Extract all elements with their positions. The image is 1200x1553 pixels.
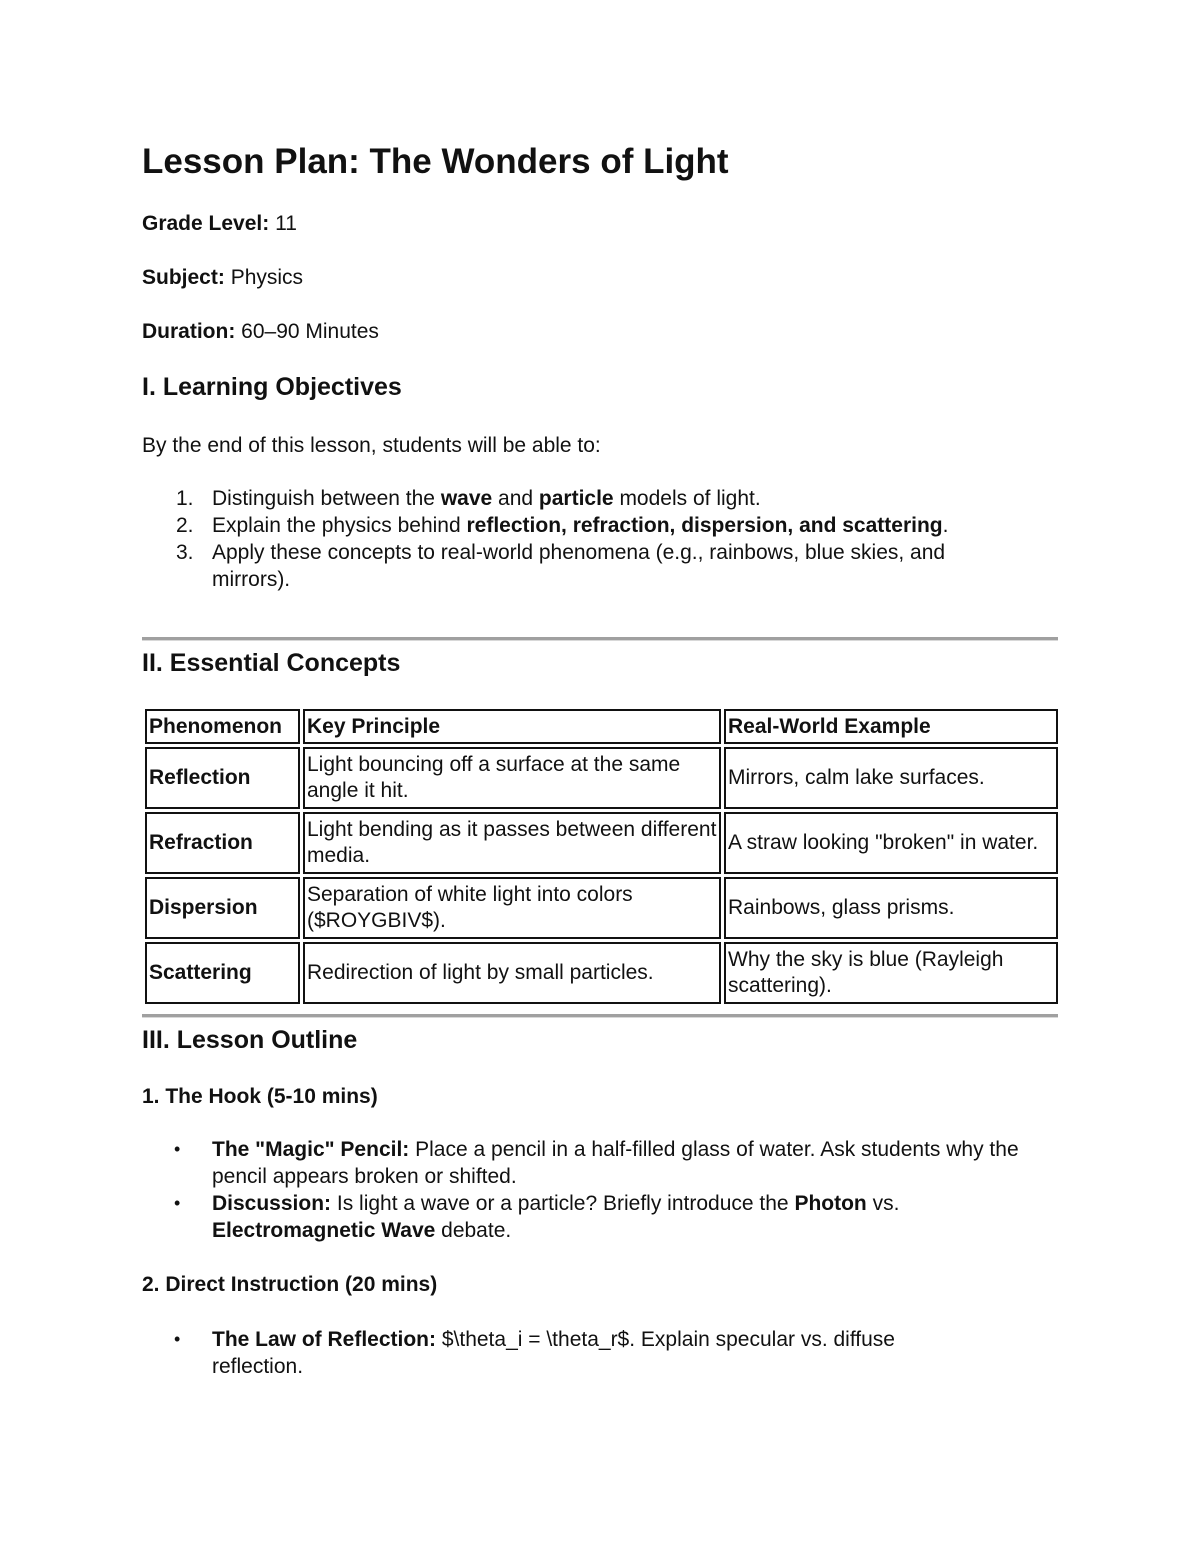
item-text: models of light. xyxy=(613,487,761,510)
grade-level-label: Grade Level: xyxy=(142,212,270,235)
column-header: Phenomenon xyxy=(145,709,300,744)
table-header-row xyxy=(145,709,1058,744)
item-text: Explain the physics behind xyxy=(212,514,467,537)
table-row xyxy=(145,747,1058,809)
table-cell-example: Why the sky is blue (Rayleigh scattering). xyxy=(724,942,1058,1004)
list-item xyxy=(142,512,1058,539)
subject-line xyxy=(142,265,303,291)
item-bold: reflection, refraction, dispersion, and scattering xyxy=(466,514,943,537)
list-item xyxy=(142,1136,1058,1190)
list-item xyxy=(142,485,1058,512)
item-bold: Discussion: xyxy=(212,1192,332,1215)
section-heading-concepts: II. Essential Concepts xyxy=(142,649,401,677)
item-text: $\theta_i = \theta_r$. Explain specular vs. diffuse reflection. xyxy=(212,1328,895,1378)
table-row xyxy=(145,812,1058,874)
objectives-list xyxy=(142,485,1058,593)
subsection-heading-instruction: 2. Direct Instruction (20 mins) xyxy=(142,1273,438,1296)
table-row xyxy=(145,877,1058,939)
item-bold: Photon xyxy=(794,1192,867,1215)
list-number: 2. xyxy=(176,514,194,537)
bullet-icon: • xyxy=(174,1329,181,1349)
grade-level-value: 11 xyxy=(275,212,297,235)
table-cell-phenomenon: Refraction xyxy=(145,812,300,874)
duration-label: Duration: xyxy=(142,320,236,343)
objectives-intro: By the end of this lesson, students will be able to: xyxy=(142,434,601,457)
subject-label: Subject: xyxy=(142,266,225,289)
duration-line xyxy=(142,319,379,345)
list-item xyxy=(142,539,1058,593)
table-cell-phenomenon: Dispersion xyxy=(145,877,300,939)
item-text: . xyxy=(942,514,949,537)
item-text: Is light a wave or a particle? Briefly introduce the xyxy=(331,1192,795,1215)
list-number: 1. xyxy=(176,487,194,510)
table-cell-principle: Separation of white light into colors ($ROYGBIV$). xyxy=(303,877,721,939)
item-text: vs. xyxy=(866,1192,900,1215)
list-number: 3. xyxy=(176,541,194,564)
column-header: Real-World Example xyxy=(724,709,1058,744)
table-cell-phenomenon: Reflection xyxy=(145,747,300,809)
item-bold: Electromagnetic Wave xyxy=(212,1219,436,1242)
column-header: Key Principle xyxy=(303,709,721,744)
divider xyxy=(142,637,1058,641)
table-cell-example: Rainbows, glass prisms. xyxy=(724,877,1058,939)
hook-list xyxy=(142,1136,1058,1244)
subsection-heading-hook: 1. The Hook (5-10 mins) xyxy=(142,1085,378,1108)
item-text: Place a pencil in a half-filled glass of water. Ask students why the pencil appears broken or shifted. xyxy=(212,1138,1019,1188)
table-cell-example: Mirrors, calm lake surfaces. xyxy=(724,747,1058,809)
grade-level-line xyxy=(142,211,297,237)
list-item xyxy=(142,1190,1058,1244)
duration-value: 60–90 Minutes xyxy=(241,320,379,343)
concepts-table xyxy=(142,706,1061,1007)
instruction-list xyxy=(142,1326,1058,1380)
section-heading-objectives: I. Learning Objectives xyxy=(142,373,402,401)
section-heading-outline: III. Lesson Outline xyxy=(142,1026,358,1054)
page-title: Lesson Plan: The Wonders of Light xyxy=(142,142,729,181)
item-text: Apply these concepts to real-world phenomena (e.g., rainbows, blue skies, and mirrors). xyxy=(212,541,946,591)
item-bold: particle xyxy=(538,487,614,510)
table-cell-phenomenon: Scattering xyxy=(145,942,300,1004)
table-cell-principle: Redirection of light by small particles. xyxy=(303,942,721,1004)
table-cell-principle: Light bouncing off a surface at the same angle it hit. xyxy=(303,747,721,809)
item-text: and xyxy=(492,487,539,510)
table-cell-principle: Light bending as it passes between different media. xyxy=(303,812,721,874)
item-text: Distinguish between the xyxy=(212,487,441,510)
table-row xyxy=(145,942,1058,1004)
item-bold: The "Magic" Pencil: xyxy=(212,1138,410,1161)
subject-value: Physics xyxy=(230,266,304,289)
item-text: debate. xyxy=(435,1219,512,1242)
list-item xyxy=(142,1326,1058,1380)
item-bold: wave xyxy=(440,487,493,510)
bullet-icon: • xyxy=(174,1139,181,1159)
table-cell-example: A straw looking "broken" in water. xyxy=(724,812,1058,874)
item-bold: The Law of Reflection: xyxy=(212,1328,437,1351)
divider xyxy=(142,1014,1058,1018)
bullet-icon: • xyxy=(174,1193,181,1213)
